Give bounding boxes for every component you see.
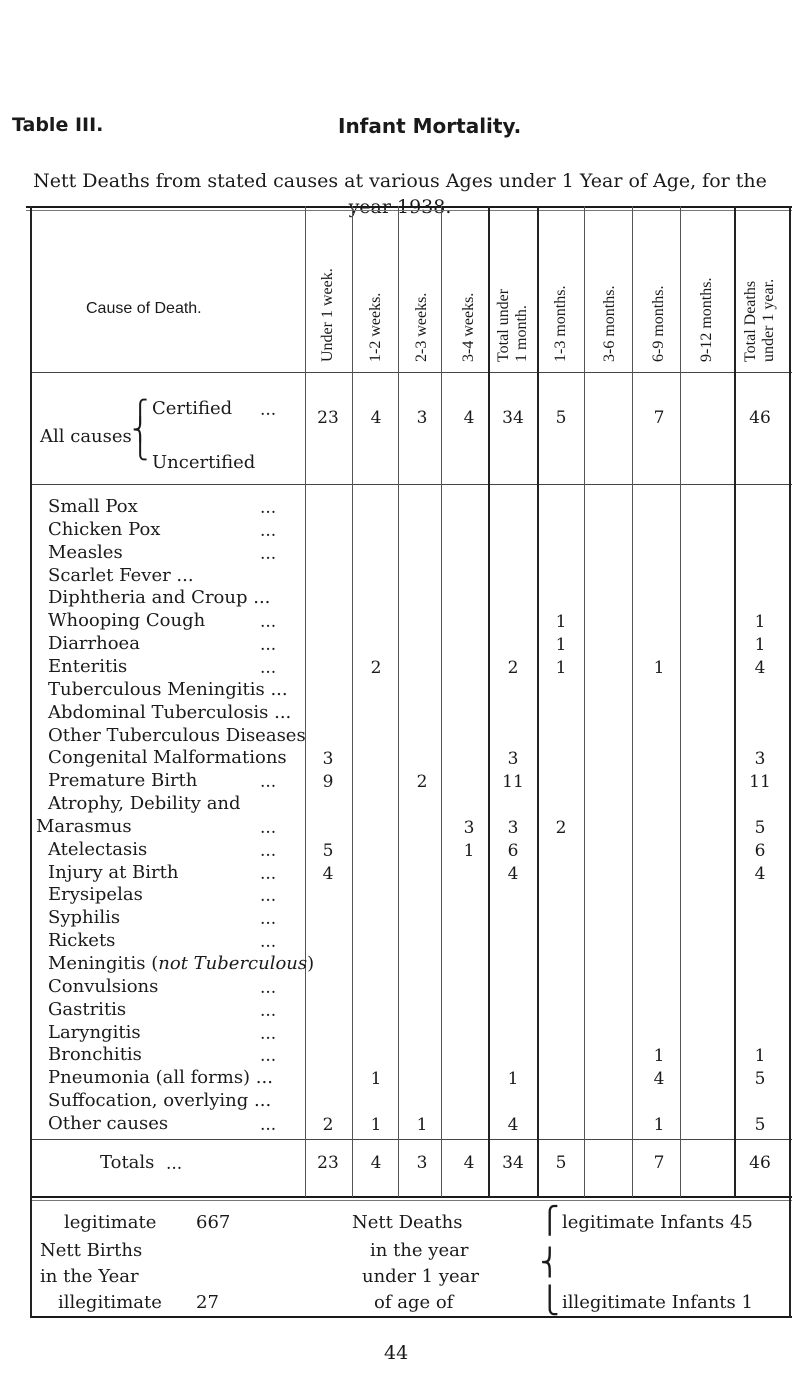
certified-label: Certified [152, 398, 233, 419]
illegit-infants: illegitimate Infants 1 [562, 1292, 753, 1313]
totals-col-2: 4 [370, 1153, 382, 1173]
row-8-col-2: 2 [370, 657, 382, 678]
leader-dots: ... [260, 886, 277, 907]
leader-dots: ... [260, 1114, 277, 1135]
cause-label: Scarlet Fever ... [48, 564, 194, 586]
footer-brace-bottom: ⎩ [540, 1286, 560, 1316]
right-border [789, 206, 791, 1318]
all-causes-label: All causes [40, 426, 132, 447]
footer-rule [30, 1196, 792, 1198]
all-causes-col-8: 7 [653, 408, 665, 428]
cause-label: Gastritis [48, 998, 127, 1020]
row-13-col-5: 11 [502, 772, 524, 793]
totals-dots: ... [166, 1154, 183, 1174]
column-header-text: 3-6 months. [601, 285, 618, 362]
row-8-col-6: 1 [555, 657, 567, 678]
row-28-col-8: 1 [653, 1114, 665, 1135]
cause-label: Enteritis [48, 655, 128, 677]
leader-dots: ... [260, 1023, 277, 1044]
footer-rule-2 [30, 1200, 792, 1201]
cause-label: Rickets [48, 930, 116, 952]
brace-mid: ⎨ [132, 418, 149, 443]
column-header-text: 1 month. [513, 305, 530, 362]
top-rule-2 [26, 210, 792, 211]
column-header-6 [552, 286, 570, 362]
row-16-col-5: 6 [507, 840, 519, 861]
cause-label: Other Tuberculous Diseases [48, 724, 306, 746]
cause-label: Whooping Cough [48, 610, 206, 632]
column-header-8 [650, 286, 668, 362]
totals-col-8: 7 [653, 1153, 665, 1173]
column-header-text: 3-4 weeks. [460, 292, 477, 362]
column-line [584, 206, 585, 1197]
row-28-col-1: 2 [322, 1114, 334, 1135]
bottom-rule [30, 1316, 792, 1318]
column-header-text: 9-12 months. [698, 277, 715, 362]
row-26-col-5: 1 [507, 1069, 519, 1090]
legit-infants: legitimate Infants 45 [562, 1212, 753, 1233]
row-8-col-10: 4 [754, 657, 766, 678]
column-header-10 [742, 279, 778, 362]
column-header-text: Total Deaths [742, 280, 759, 362]
column-line [537, 206, 539, 1197]
table-subtitle [30, 168, 770, 220]
header-rule [30, 372, 792, 373]
footer-brace-top: ⎧ [540, 1206, 560, 1236]
brace-top: ⎧ [132, 400, 149, 425]
leader-dots: ... [260, 772, 277, 793]
cause-label: Laryngitis [48, 1021, 141, 1043]
left-border [30, 206, 32, 1318]
row-15-col-6: 2 [555, 817, 567, 838]
row-28-col-3: 1 [416, 1114, 428, 1135]
row-28-col-2: 1 [370, 1114, 382, 1135]
column-header-text: 1-2 weeks. [367, 292, 384, 362]
all-causes-col-10: 46 [749, 408, 771, 428]
all-causes-col-6: 5 [555, 408, 567, 428]
column-line [680, 206, 681, 1197]
column-header-1 [319, 268, 337, 362]
row-7-col-6: 1 [555, 635, 567, 656]
cause-label: Convulsions [48, 975, 159, 997]
row-15-col-4: 3 [463, 817, 475, 838]
leader-dots: ... [260, 840, 277, 861]
column-line [305, 206, 306, 1197]
row-26-col-8: 4 [653, 1069, 665, 1090]
totals-col-6: 5 [555, 1153, 567, 1173]
cause-label: Atelectasis [48, 838, 148, 860]
row-12-col-1: 3 [322, 749, 334, 770]
cause-label: Chicken Pox [48, 518, 161, 540]
row-28-col-10: 5 [754, 1114, 766, 1135]
top-rule [26, 206, 792, 208]
column-line [734, 206, 736, 1197]
all-causes-col-3: 3 [416, 408, 428, 428]
cause-label: Other causes [48, 1112, 169, 1134]
row-12-col-10: 3 [754, 749, 766, 770]
section-rule [30, 484, 792, 485]
leader-dots: ... [260, 520, 277, 541]
nett-births-label-2: in the Year [40, 1266, 139, 1287]
brace-bottom: ⎩ [132, 436, 149, 461]
column-line [441, 206, 442, 1197]
row-17-col-10: 4 [754, 863, 766, 884]
cause-label: Congenital Malformations [48, 747, 287, 769]
cause-label: Pneumonia (all forms) ... [48, 1067, 273, 1089]
all-causes-col-2: 4 [370, 408, 382, 428]
column-header-3 [413, 293, 431, 362]
column-line [398, 206, 399, 1197]
totals-rule [30, 1139, 792, 1140]
column-line [352, 206, 353, 1197]
row-17-col-1: 4 [322, 863, 334, 884]
cause-label: Abdominal Tuberculosis ... [48, 701, 292, 723]
uncertified-label: Uncertified [152, 452, 256, 473]
row-7-col-10: 1 [754, 635, 766, 656]
row-15-col-10: 5 [754, 817, 766, 838]
totals-col-4: 4 [463, 1153, 475, 1173]
totals-col-10: 46 [749, 1153, 771, 1173]
table-title: Infant Mortality. [338, 114, 522, 138]
column-header-4 [460, 293, 478, 362]
column-header-7 [601, 286, 619, 362]
row-26-col-2: 1 [370, 1069, 382, 1090]
row-25-col-8: 1 [653, 1046, 665, 1067]
cause-column-header: Cause of Death. [86, 300, 202, 317]
row-6-col-6: 1 [555, 612, 567, 633]
table-label: Table III. [12, 114, 104, 136]
row-17-col-5: 4 [507, 863, 519, 884]
all-causes-col-1: 23 [317, 408, 339, 428]
column-header-2 [367, 293, 385, 362]
leader-dots: ... [260, 543, 277, 564]
row-13-col-1: 9 [322, 772, 334, 793]
row-15-col-5: 3 [507, 817, 519, 838]
page-number: 44 [384, 1342, 409, 1364]
row-25-col-10: 1 [754, 1046, 766, 1067]
leader-dots: ... [260, 932, 277, 953]
cause-label: Meningitis (not Tuberculous) [48, 953, 315, 974]
column-header-text: Under 1 week. [319, 268, 336, 362]
column-header-5 [495, 289, 531, 362]
column-header-9 [698, 278, 716, 362]
leader-dots: ... [260, 817, 277, 838]
row-8-col-5: 2 [507, 657, 519, 678]
row-13-col-10: 11 [749, 772, 771, 793]
leader-dots: ... [260, 635, 277, 656]
cause-label: Premature Birth [48, 770, 198, 792]
row-12-col-5: 3 [507, 749, 519, 770]
nett-deaths-line-4: of age of [374, 1292, 454, 1313]
cause-label: Syphilis [48, 907, 121, 929]
cause-label: Atrophy, Debility and [48, 793, 241, 815]
column-header-text: 1-3 months. [552, 285, 569, 362]
column-line [632, 206, 633, 1197]
totals-col-5: 34 [502, 1153, 524, 1173]
leader-dots: ... [260, 909, 277, 930]
cause-label: Diphtheria and Croup ... [48, 587, 271, 609]
cause-label: Suffocation, overlying ... [48, 1090, 272, 1112]
nett-deaths-line-2: in the year [370, 1240, 469, 1261]
illegit-births-value: 27 [196, 1292, 219, 1313]
nett-deaths-line-3: under 1 year [362, 1266, 480, 1287]
cause-label: Measles [48, 541, 123, 563]
all-causes-col-4: 4 [463, 408, 475, 428]
leader-dots: ... [260, 612, 277, 633]
certified-dots: ... [260, 400, 277, 420]
cause-label: Erysipelas [48, 884, 143, 906]
row-8-col-8: 1 [653, 657, 665, 678]
row-26-col-10: 5 [754, 1069, 766, 1090]
cause-label: Diarrhoea [48, 633, 140, 655]
leader-dots: ... [260, 863, 277, 884]
column-header-text: Total under [495, 288, 512, 362]
cause-label: Bronchitis [48, 1044, 142, 1066]
totals-label: Totals [100, 1152, 155, 1173]
cause-label: Small Pox [48, 496, 138, 517]
all-causes-col-5: 34 [502, 408, 524, 428]
subtitle-line-1: Nett Deaths from stated causes at various Ages under 1 Year of Age, for the [33, 170, 767, 192]
illegit-births-label: illegitimate [58, 1292, 162, 1313]
leader-dots: ... [260, 1046, 277, 1067]
nett-births-label-1: Nett Births [40, 1240, 143, 1261]
cause-label: Tuberculous Meningitis ... [48, 678, 288, 700]
nett-deaths-line-1: Nett Deaths [352, 1212, 463, 1233]
legit-births-label: legitimate [64, 1212, 157, 1233]
column-header-text: under 1 year. [760, 278, 777, 362]
leader-dots: ... [260, 977, 277, 998]
row-28-col-5: 4 [507, 1114, 519, 1135]
leader-dots: ... [260, 498, 277, 518]
footer-brace-mid: ⎨ [540, 1248, 560, 1278]
row-6-col-10: 1 [754, 612, 766, 633]
leader-dots: ... [260, 657, 277, 678]
leader-dots: ... [260, 1000, 277, 1021]
column-header-text: 6-9 months. [650, 285, 667, 362]
row-16-col-1: 5 [322, 840, 334, 861]
column-line [488, 206, 490, 1197]
row-13-col-3: 2 [416, 772, 428, 793]
row-16-col-10: 6 [754, 840, 766, 861]
totals-col-1: 23 [317, 1153, 339, 1173]
cause-label: Injury at Birth [48, 861, 179, 883]
row-16-col-4: 1 [463, 840, 475, 861]
totals-col-3: 3 [416, 1153, 428, 1173]
cause-label: Marasmus [36, 815, 132, 837]
column-header-text: 2-3 weeks. [413, 292, 430, 362]
legit-births-value: 667 [196, 1212, 231, 1233]
